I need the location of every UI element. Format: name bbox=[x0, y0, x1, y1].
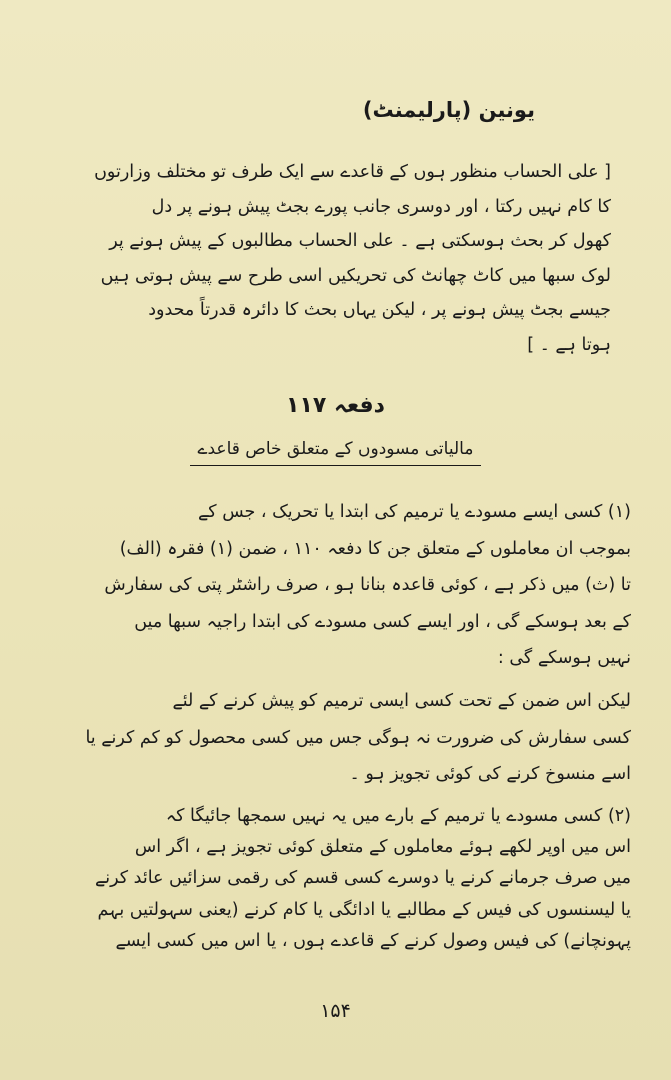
text-line: کے بعد ہوسکے گی ، اور ایسے کسی مسودے کی ابتدا راجیہ سبھا میں bbox=[134, 611, 631, 632]
text-line: جیسے بجٹ پیش ہونے پر ، لیکن یہاں بحث کا دائرہ قدرتاً محدود bbox=[148, 300, 611, 320]
text-line: لیکن اس ضمن کے تحت کسی ایسی ترمیم کو پیش کرنے کے لئے bbox=[172, 691, 631, 711]
text-line: [ علی الحساب منظور ہوں کے قاعدے سے ایک طرف تو مختلف وزارتوں bbox=[94, 162, 611, 182]
text-line: میں صرف جرمانے کرنے یا دوسرے کسی قسم کی رقمی سزائیں عائد کرنے bbox=[94, 868, 631, 889]
text-line: تا (ث) میں ذکر ہے ، کوئی قاعدہ بنانا ہو ، صرف راشٹر پتی کی سفارش bbox=[104, 575, 631, 596]
section-heading: دفعہ ۱۱۷ bbox=[286, 393, 385, 418]
text-line: بموجب ان معاملوں کے متعلق جن کا دفعہ ۱۱۰ ، ضمن (۱) فقرہ (الف) bbox=[119, 538, 631, 559]
proviso bbox=[35, 683, 631, 793]
text-line: اس میں اوپر لکھے ہوئے معاملوں کے متعلق کوئی تجویز ہے ، اگر اس bbox=[134, 837, 631, 858]
clause-1 bbox=[35, 494, 631, 677]
running-header: یونین (پارلیمنٹ) bbox=[362, 98, 535, 122]
text-line: نہیں ہوسکے گی : bbox=[497, 648, 631, 669]
section-subheading-text: مالیاتی مسودوں کے متعلق خاص قاعدے bbox=[190, 438, 482, 466]
text-line: یا لیسنسوں کی فیس کے مطالبے یا ادائگی یا کام کرنے (یعنی سہولتیں بہم bbox=[97, 899, 631, 920]
page-number: ۱۵۴ bbox=[320, 1000, 351, 1022]
text-line: ہوتا ہے ۔ ] bbox=[527, 334, 611, 355]
intro-note bbox=[71, 155, 611, 362]
clause-2 bbox=[35, 801, 631, 957]
text-line: کسی سفارش کی ضرورت نہ ہوگی جس میں کسی محصول کو کم کرنے یا bbox=[85, 727, 631, 748]
text-line: (۲) کسی مسودے یا ترمیم کے بارے میں یہ نہیں سمجھا جائیگا کہ bbox=[165, 806, 631, 826]
text-line: پہونچانے) کی فیس وصول کرنے کے قاعدے ہوں ، یا اس میں کسی ایسے bbox=[115, 930, 631, 951]
text-line: (۱) کسی ایسے مسودے یا ترمیم کی ابتدا یا تحریک ، جس کے bbox=[198, 502, 631, 522]
text-line: کا کام نہیں رکتا ، اور دوسری جانب پورے بجٹ پیش ہونے پر دل bbox=[151, 196, 611, 217]
text-line: کھول کر بحث ہوسکتی ہے ۔ علی الحساب مطالبوں کے پیش ہونے پر bbox=[109, 231, 611, 251]
section-subheading bbox=[0, 438, 671, 466]
text-line: لوک سبھا میں کاٹ چھانٹ کی تحریکیں اسی طرح سے پیش ہوتی ہیں bbox=[100, 265, 611, 286]
text-line: اسے منسوخ کرنے کی کوئی تجویز ہو ۔ bbox=[349, 764, 631, 784]
